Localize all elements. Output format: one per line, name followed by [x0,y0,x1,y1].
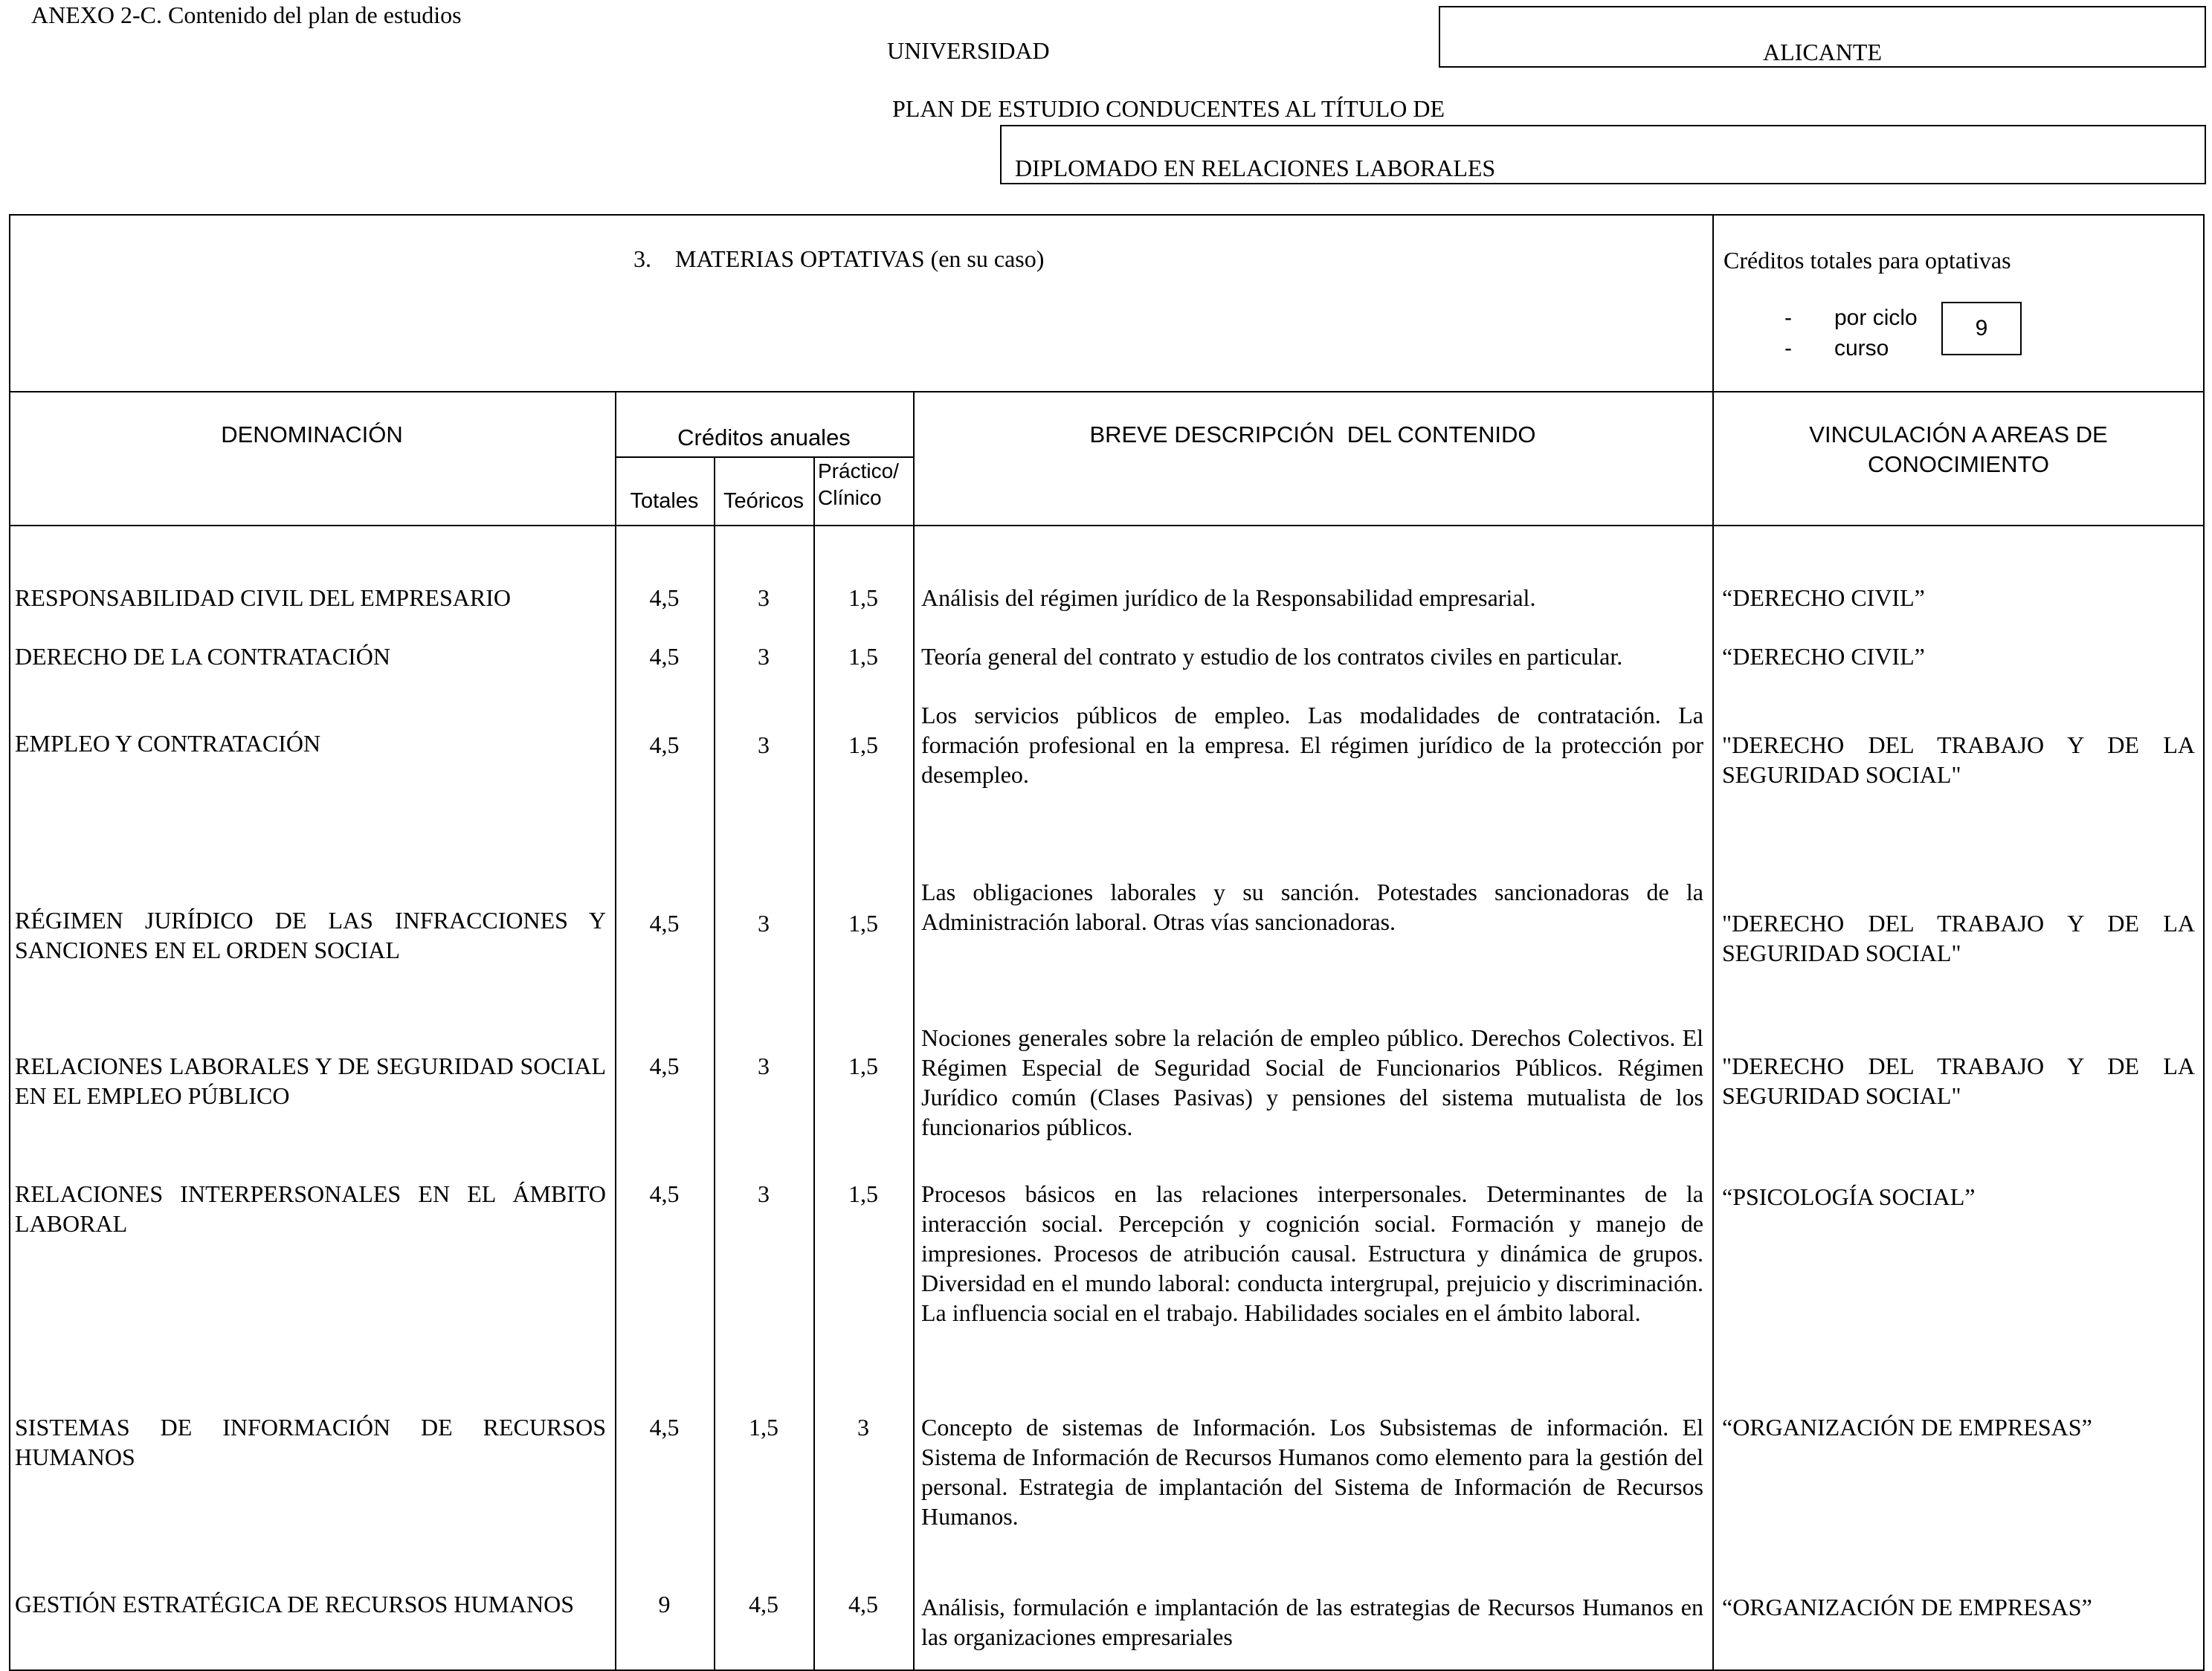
row-totales: 4,5 [649,731,680,758]
row-teoricos: 3 [758,910,770,937]
row-teoricos: 4,5 [749,1591,778,1617]
row-teoricos: 3 [758,731,770,758]
row-totales: 4,5 [649,1053,680,1079]
row-area: “ORGANIZACIÓN DE EMPRESAS” [1722,1594,2092,1620]
row-practico: 1,5 [848,910,878,937]
row-description: Teoría general del contrato y estudio de los contratos civiles en particular. [921,643,1623,670]
university-value: ALICANTE [1763,39,1882,65]
row-area: "DERECHO DEL TRABAJO Y DE LA SEGURIDAD SOCIAL" [1722,1053,2195,1109]
row-practico: 3 [857,1414,869,1441]
per-cycle-label: por ciclo [1834,306,1918,330]
row-teoricos: 1,5 [749,1414,778,1441]
row-name: GESTIÓN ESTRATÉGICA DE RECURSOS HUMANOS [15,1591,575,1617]
university-label: UNIVERSIDAD [887,37,1050,64]
row-totales: 4,5 [649,910,680,937]
plan-label: PLAN DE ESTUDIO CONDUCENTES AL TÍTULO DE [892,95,1445,122]
row-name: RELACIONES INTERPERSONALES EN EL ÁMBITO LABORAL [15,1180,606,1237]
row-totales: 4,5 [649,1414,680,1441]
row-totales: 4,5 [649,584,680,611]
row-practico: 4,5 [848,1591,878,1617]
credits-title: Créditos totales para optativas [1724,247,2011,274]
row-description: Análisis, formulación e implantación de las estrategias de Recursos Humanos en las organizaciones empresariales [921,1594,1703,1650]
course-bullet: - [1784,336,1792,361]
row-description: Concepto de sistemas de Información. Los Subsistemas de información. El Sistema de Información de Recursos Humanos como elemento para la gestión del personal. Estrategia de implantación del Sistema de Información de Recursos Humanos. [921,1414,1703,1530]
row-description: Los servicios públicos de empleo. Las modalidades de contratación. La formación profesional en la empresa. El régimen jurídico de la protección por desempleo. [921,702,1703,788]
course-label: curso [1834,336,1889,361]
plan-value: DIPLOMADO EN RELACIONES LABORALES [1015,155,1496,181]
row-area: "DERECHO DEL TRABAJO Y DE LA SEGURIDAD SOCIAL" [1722,731,2195,788]
row-practico: 1,5 [848,731,878,758]
row-area: "DERECHO DEL TRABAJO Y DE LA SEGURIDAD SOCIAL" [1722,910,2195,966]
row-name: EMPLEO Y CONTRATACIÓN [15,730,321,757]
university-field [1439,6,2206,68]
row-teoricos: 3 [758,1180,770,1207]
credits-value-box [1941,302,2022,355]
col-vinculacion: VINCULACIÓN A AREAS DE CONOCIMIENTO [1809,421,2108,477]
section-title: 3. MATERIAS OPTATIVAS (en su caso) [633,245,1045,272]
row-teoricos: 3 [758,1053,770,1079]
row-practico: 1,5 [848,643,878,670]
row-area: “DERECHO CIVIL” [1722,584,1925,611]
col-creditos-anuales: Créditos anuales [677,424,851,450]
row-area: “DERECHO CIVIL” [1722,643,1925,670]
row-practico: 1,5 [848,584,878,611]
row-name: DERECHO DE LA CONTRATACIÓN [15,643,390,670]
row-teoricos: 3 [758,643,770,670]
col-denominacion: DENOMINACIÓN [221,421,403,447]
row-teoricos: 3 [758,584,770,611]
col-practico: Práctico/ Clínico [818,459,899,509]
col-teoricos: Teóricos [723,489,804,513]
plan-field [1000,125,2206,184]
row-name: RÉGIMEN JURÍDICO DE LAS INFRACCIONES Y SANCIONES EN EL ORDEN SOCIAL [15,907,606,963]
row-totales: 9 [658,1591,671,1617]
row-practico: 1,5 [848,1053,878,1079]
row-totales: 4,5 [649,1180,680,1207]
annex-label: ANEXO 2-C. Contenido del plan de estudios [31,1,462,28]
row-area: “ORGANIZACIÓN DE EMPRESAS” [1722,1414,2092,1441]
row-name: RELACIONES LABORALES Y DE SEGURIDAD SOCIAL EN EL EMPLEO PÚBLICO [15,1053,606,1109]
row-practico: 1,5 [848,1180,878,1207]
col-descripcion: BREVE DESCRIPCIÓN DEL CONTENIDO [1089,421,1536,447]
credits-value: 9 [1975,316,1988,340]
col-totales: Totales [630,489,699,513]
row-description: Procesos básicos en las relaciones interpersonales. Determinantes de la interacción social. Percepción y cognición social. Formación y manejo de impresiones. Procesos de atribución causal. Estructura y dinámica de grupos. Diversidad en el mundo laboral: conducta intergrupal, prejuicio y discriminación. La influencia social en el trabajo. Habilidades sociales en el ámbito laboral. [921,1180,1703,1326]
row-name: RESPONSABILIDAD CIVIL DEL EMPRESARIO [15,584,511,611]
row-description: Nociones generales sobre la relación de empleo público. Derechos Colectivos. El Régimen Especial de Seguridad Social de Funcionarios Públicos. Régimen Jurídico común (Clases Pasivas) y pensiones del sistema mutualista de los funcionarios públicos. [921,1024,1703,1140]
row-area: “PSICOLOGÍA SOCIAL” [1722,1183,1976,1210]
row-name: SISTEMAS DE INFORMACIÓN DE RECURSOS HUMANOS [15,1414,606,1470]
per-cycle-bullet: - [1784,306,1792,330]
row-description: Análisis del régimen jurídico de la Responsabilidad empresarial. [921,584,1536,611]
row-totales: 4,5 [649,643,680,670]
row-description: Las obligaciones laborales y su sanción. Potestades sancionadoras de la Administración laboral. Otras vías sancionadoras. [921,879,1703,935]
